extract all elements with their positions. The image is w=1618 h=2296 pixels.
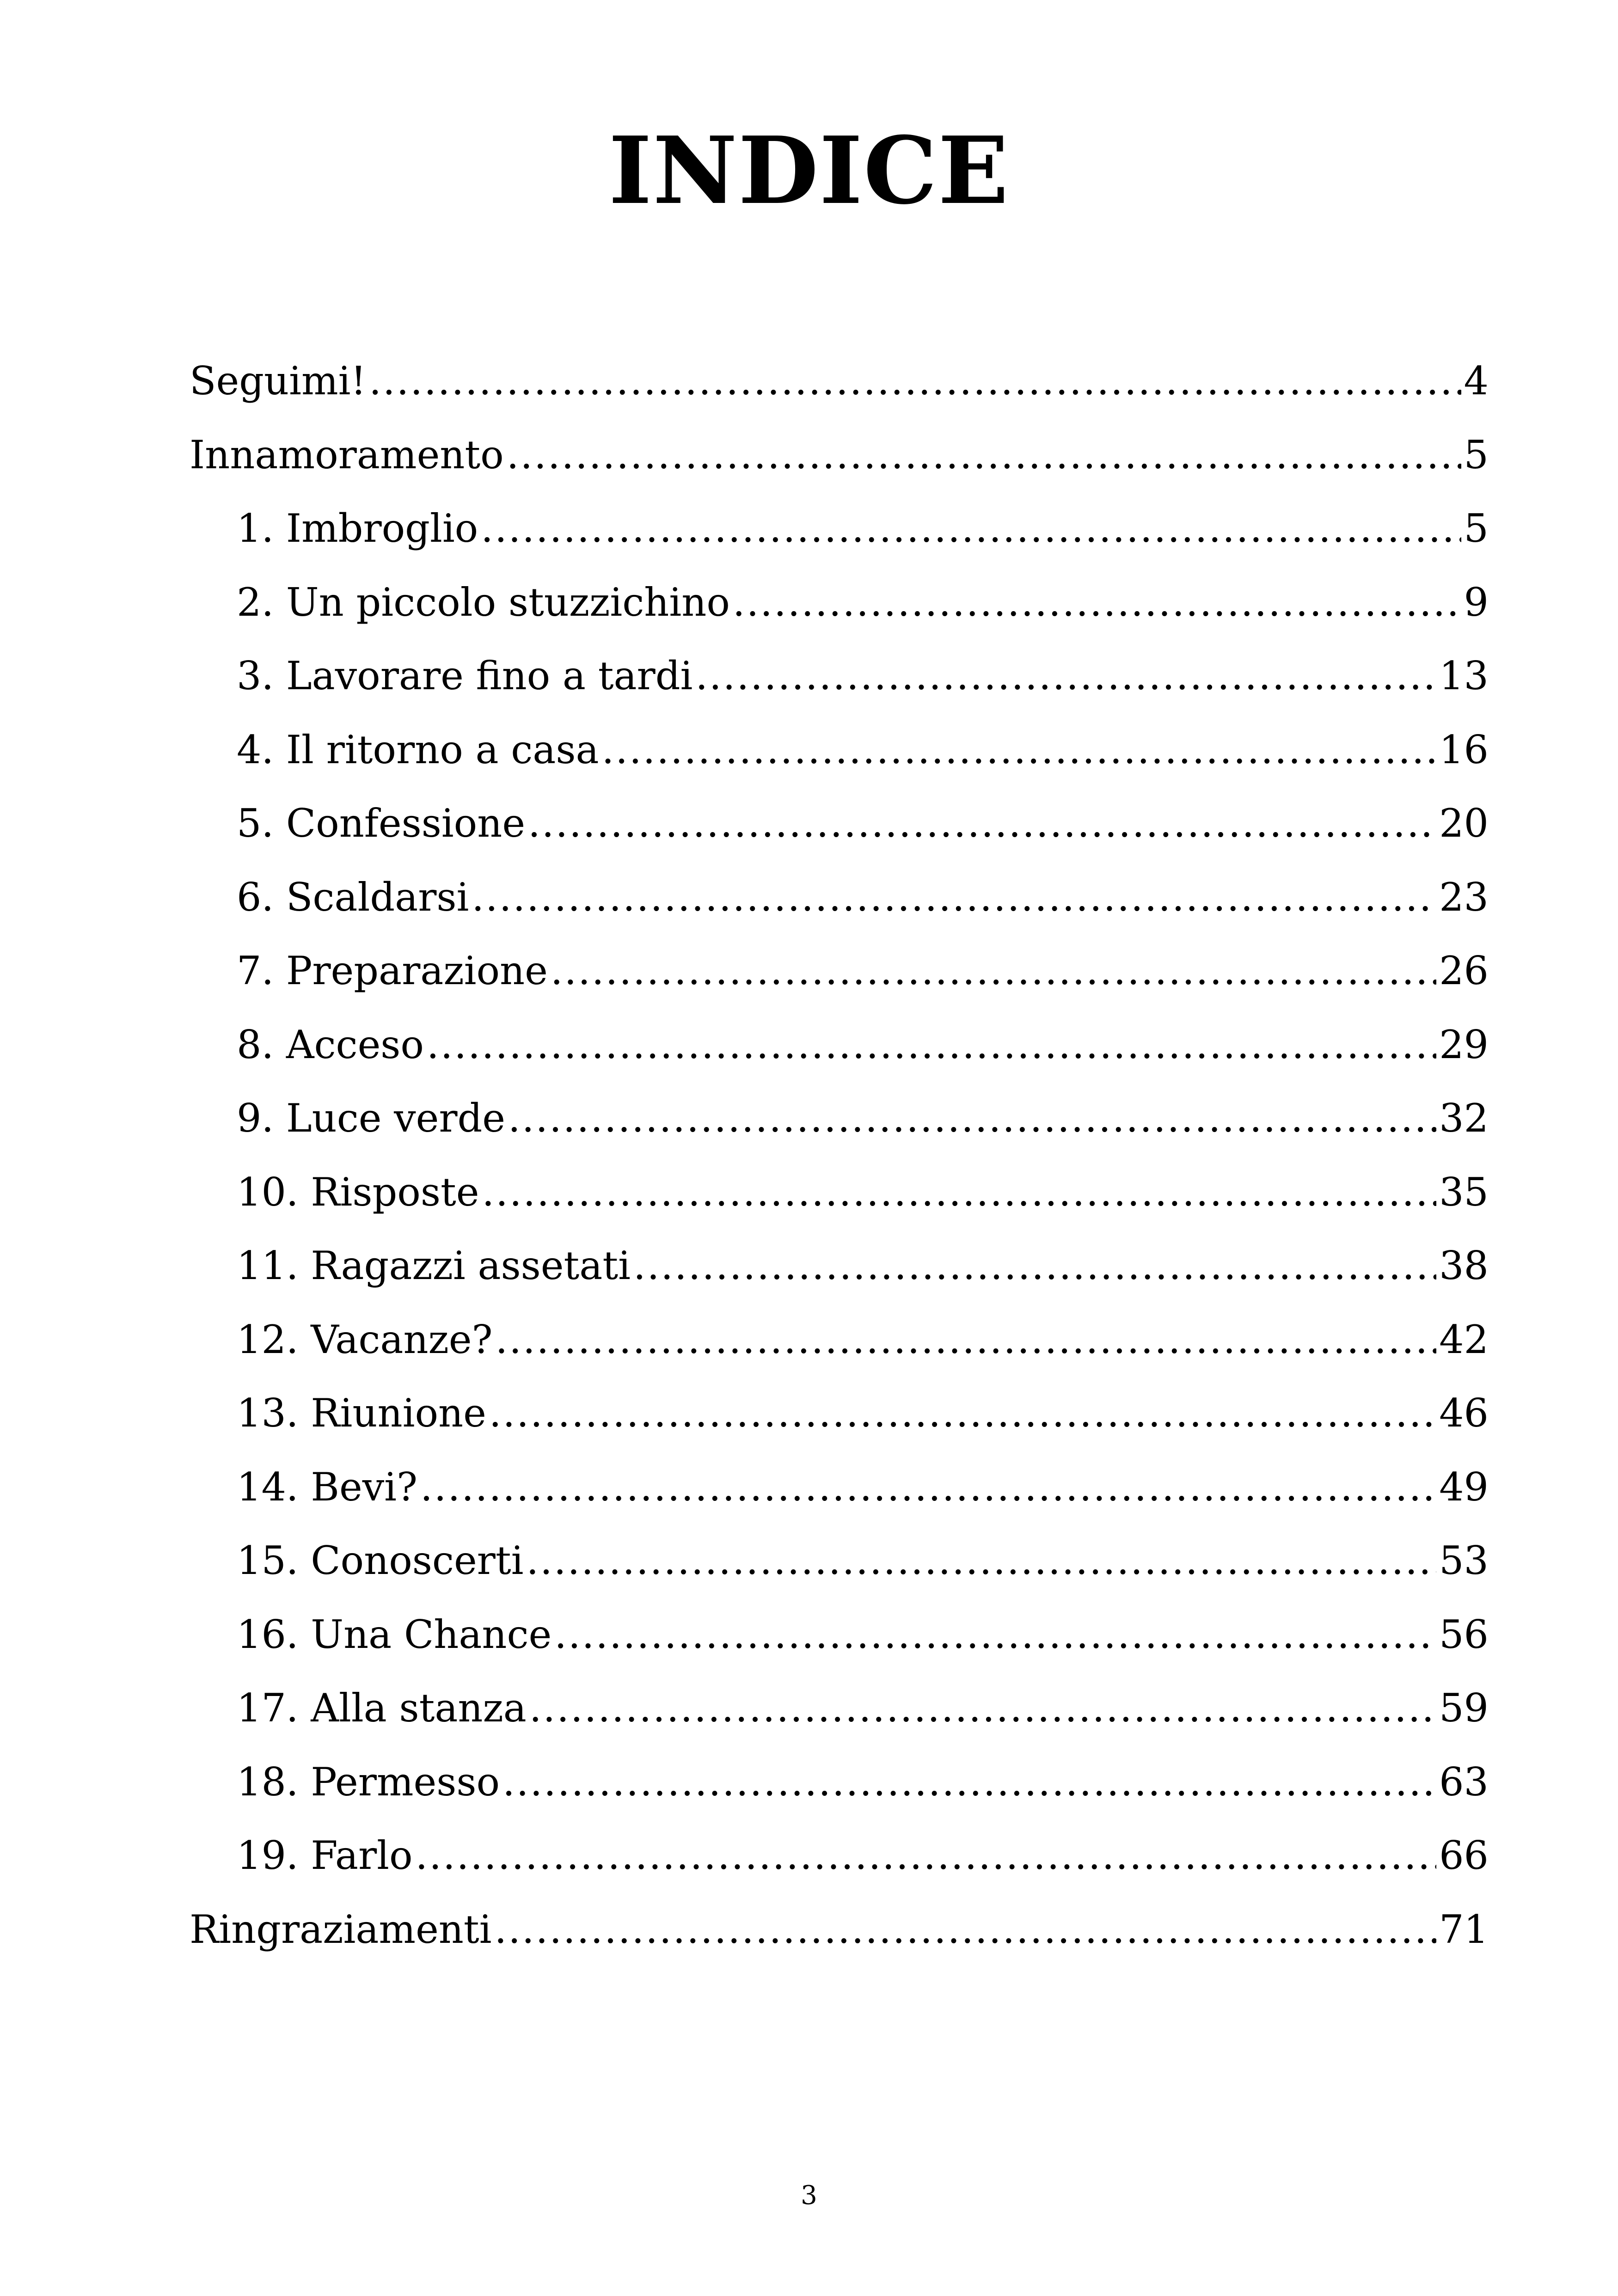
toc-entry[interactable] [190, 1008, 1489, 1082]
toc-dot-leader [369, 344, 1461, 418]
toc-entry-title: 2. Un piccolo stuzzichino [237, 579, 730, 625]
toc-entry-page: 63 [1439, 1759, 1489, 1805]
toc-dot-leader [427, 1008, 1436, 1082]
toc-dot-leader [496, 1303, 1437, 1377]
table-of-contents [190, 344, 1489, 1966]
toc-dot-leader [554, 1598, 1436, 1672]
toc-dot-leader [416, 1819, 1437, 1893]
toc-entry-title: 5. Confessione [237, 801, 526, 846]
toc-entry-page: 38 [1439, 1243, 1489, 1288]
toc-entry-page: 4 [1464, 358, 1489, 404]
toc-entry-page: 32 [1439, 1096, 1489, 1141]
toc-entry[interactable] [190, 934, 1489, 1008]
toc-dot-leader [507, 418, 1461, 492]
toc-entry[interactable] [190, 1451, 1489, 1525]
toc-entry-page: 66 [1439, 1833, 1489, 1878]
toc-entry[interactable] [190, 1819, 1489, 1893]
toc-entry[interactable] [190, 1745, 1489, 1819]
toc-dot-leader [481, 492, 1461, 566]
toc-entry[interactable] [190, 344, 1489, 418]
toc-entry[interactable] [190, 1893, 1489, 1967]
toc-entry[interactable] [190, 713, 1489, 787]
toc-dot-leader [528, 787, 1436, 861]
toc-entry-page: 5 [1464, 506, 1489, 551]
toc-dot-leader [733, 566, 1461, 640]
toc-entry-title: 4. Il ritorno a casa [237, 727, 599, 772]
toc-entry[interactable] [190, 1229, 1489, 1303]
toc-entry-title: 15. Conoscerti [237, 1538, 524, 1583]
toc-entry-title: 12. Vacanze? [237, 1316, 493, 1362]
toc-entry-page: 16 [1439, 727, 1489, 772]
toc-entry-title: Ringraziamenti [190, 1906, 492, 1952]
toc-entry-title: 11. Ragazzi assetati [237, 1243, 631, 1288]
toc-dot-leader [602, 713, 1437, 787]
toc-entry-title: 18. Permesso [237, 1759, 500, 1805]
toc-entry-title: 10. Risposte [237, 1169, 479, 1215]
toc-dot-leader [508, 1082, 1436, 1156]
toc-entry-page: 5 [1464, 432, 1489, 478]
toc-entry[interactable] [190, 492, 1489, 566]
toc-entry[interactable] [190, 1303, 1489, 1377]
toc-entry[interactable] [190, 418, 1489, 492]
toc-entry-page: 23 [1439, 874, 1489, 920]
toc-dot-leader [495, 1893, 1437, 1967]
toc-dot-leader [503, 1745, 1436, 1819]
toc-entry-page: 56 [1439, 1611, 1489, 1657]
toc-entry-page: 20 [1439, 801, 1489, 846]
toc-entry-page: 13 [1439, 653, 1489, 698]
toc-entry-page: 35 [1439, 1169, 1489, 1215]
toc-entry-title: 17. Alla stanza [237, 1685, 527, 1731]
toc-dot-leader [551, 934, 1436, 1008]
toc-entry-title: 6. Scaldarsi [237, 874, 469, 920]
toc-entry[interactable] [190, 566, 1489, 640]
toc-entry[interactable] [190, 1156, 1489, 1230]
toc-entry-title: 9. Luce verde [237, 1096, 505, 1141]
toc-entry-title: 16. Una Chance [237, 1611, 552, 1657]
toc-dot-leader [526, 1524, 1436, 1598]
toc-dot-leader [472, 861, 1436, 935]
toc-entry-page: 42 [1439, 1316, 1489, 1362]
toc-entry-page: 46 [1439, 1390, 1489, 1436]
toc-entry-title: 8. Acceso [237, 1022, 424, 1067]
toc-entry-page: 53 [1439, 1538, 1489, 1583]
toc-entry-page: 59 [1439, 1685, 1489, 1731]
toc-entry-page: 26 [1439, 948, 1489, 993]
toc-dot-leader [633, 1229, 1436, 1303]
toc-entry[interactable] [190, 787, 1489, 861]
toc-entry[interactable] [190, 861, 1489, 935]
toc-entry[interactable] [190, 1377, 1489, 1451]
toc-dot-leader [695, 639, 1436, 713]
toc-entry-title: Innamoramento [190, 432, 504, 478]
page-title: INDICE [608, 116, 1010, 225]
toc-dot-leader [420, 1451, 1436, 1525]
toc-entry[interactable] [190, 1598, 1489, 1672]
toc-entry-title: 1. Imbroglio [237, 506, 478, 551]
toc-entry-title: 3. Lavorare fino a tardi [237, 653, 693, 698]
toc-dot-leader [489, 1377, 1436, 1451]
page-number: 3 [801, 2180, 817, 2210]
toc-entry[interactable] [190, 639, 1489, 713]
toc-entry[interactable] [190, 1671, 1489, 1745]
toc-entry[interactable] [190, 1082, 1489, 1156]
toc-dot-leader [482, 1156, 1436, 1230]
toc-entry-title: 13. Riunione [237, 1390, 486, 1436]
toc-entry-title: 7. Preparazione [237, 948, 548, 993]
toc-dot-leader [529, 1671, 1436, 1745]
toc-entry-page: 29 [1439, 1022, 1489, 1067]
toc-entry-title: Seguimi! [190, 358, 367, 404]
toc-entry-title: 14. Bevi? [237, 1464, 418, 1510]
toc-entry[interactable] [190, 1524, 1489, 1598]
toc-entry-page: 9 [1464, 579, 1489, 625]
toc-entry-page: 71 [1439, 1906, 1489, 1952]
toc-entry-title: 19. Farlo [237, 1833, 413, 1878]
toc-entry-page: 49 [1439, 1464, 1489, 1510]
